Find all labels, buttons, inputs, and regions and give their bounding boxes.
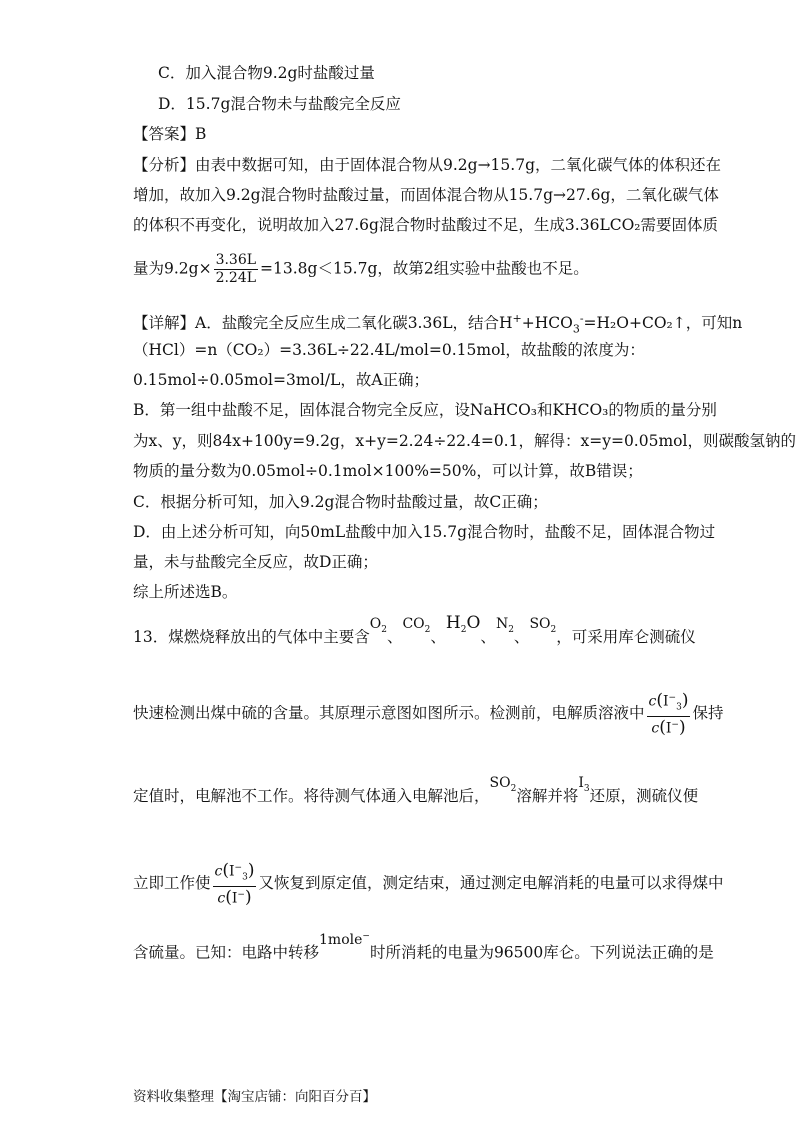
option-d: D．15.7g混合物未与盐酸完全反应: [158, 95, 401, 113]
question-text: 溶解并将: [516, 787, 579, 805]
analysis-line-4: [133, 252, 589, 287]
analysis-line-1: 【分析】由表中数据可知，由于固体混合物从9.2g→15.7g，二氧化碳气体的体积还在: [133, 156, 721, 174]
detail-line-8: D．由上述分析可知，向50mL盐酸中加入15.7g混合物时，盐酸不足，固体混合物过: [133, 523, 716, 541]
fraction-denominator: 2.24L: [215, 270, 257, 286]
detail-line-2: （HCl）=n（CO₂）=3.36L÷22.4L/mol=0.15mol，故盐酸的浓度为：: [133, 341, 645, 359]
gas-so2: $SO_2$: [529, 616, 557, 635]
option-c: C．加入混合物9.2g时盐酸过量: [158, 64, 375, 82]
question-13-line-2: [133, 690, 723, 738]
analysis-line-3: 的体积不再变化，说明故加入27.6g混合物时盐酸过不足，生成3.36LCO₂需要固体质: [133, 216, 719, 234]
detail-line-3: 0.15mol÷0.05mol=3mol/L，故A正确；: [133, 371, 430, 389]
detail-text: =H₂O+CO₂↑，可知n: [583, 314, 743, 333]
gas-co2: $CO_2$: [402, 616, 431, 635]
mole-electron: 1mole−: [319, 931, 370, 948]
question-text: 立即工作使: [133, 874, 211, 893]
detail-text: +HCO: [521, 314, 573, 333]
i3-formula: $I_3$: [578, 775, 590, 794]
question-text: 时所消耗的电量为96500库仑。下列说法正确的是: [369, 943, 714, 962]
detail-text: 【详解】A．盐酸完全反应生成二氧化碳3.36L，结合H: [133, 314, 513, 333]
analysis-line-2: 增加，故加入9.2g混合物时盐酸过量，而固体混合物从15.7g→27.6g，二氧化碳气体: [133, 186, 719, 204]
question-13-line-3: [133, 775, 699, 813]
gas-n2: $N_2$: [495, 616, 514, 635]
superscript: -: [579, 312, 584, 325]
iodine-ratio-fraction: $\frac{c(I^-_3)}{c(I^-)}$: [214, 860, 255, 909]
question-text: 又恢复到原定值，测定结束，通过测定电解消耗的电量可以求得煤中: [258, 874, 724, 893]
detail-line-7: C．根据分析可知，加入9.2g混合物时盐酸过量，故C正确；: [133, 493, 548, 511]
question-text: 含硫量。已知：电路中转移: [133, 943, 320, 962]
so2-formula: $SO_2$: [489, 775, 517, 794]
question-text: 13．煤燃烧释放出的气体中主要含: [133, 628, 370, 646]
question-text: ，可采用库仑测硫仪: [556, 628, 696, 646]
detail-line-9: 量，未与盐酸完全反应，故D正确；: [133, 553, 378, 571]
analysis-text: =13.8g＜15.7g，故第2组实验中盐酸也不足。: [260, 259, 589, 278]
question-text: 保持: [692, 704, 724, 723]
iodine-ratio-fraction: $\frac{c(I^-_3)}{c(I^-)}$: [648, 690, 689, 739]
answer-line: 【答案】B: [133, 125, 207, 143]
detail-line-6: 物质的量分数为0.05mol÷0.1mol×100%=50%，可以计算，故B错误；: [133, 462, 643, 480]
gas-o2: $O_2$: [369, 616, 387, 635]
question-text: 定值时，电解池不工作。将待测气体通入电解池后，: [133, 787, 490, 805]
question-13-line-1: 13．煤燃烧释放出的气体中主要含$O_2$、$CO_2$、$H_2O$、$N_2$、$SO_2$，可采用库仑测硫仪: [133, 613, 696, 646]
subscript: 3: [572, 322, 580, 336]
detail-line-4: B．第一组中盐酸不足，固体混合物完全反应，设NaHCO₃和KHCO₃的物质的量分别: [133, 401, 717, 419]
detail-line-1: [133, 309, 742, 339]
detail-line-5: 为x、y，则84x+100y=9.2g，x+y=2.24÷22.4=0.1，解得：x=y=0.05mol，则碳酸氢钠的: [133, 432, 796, 450]
question-13-line-5: [133, 931, 714, 964]
footer-source: 资料收集整理【淘宝店铺：向阳百分百】: [133, 1089, 376, 1105]
volume-fraction: [214, 252, 258, 287]
analysis-text: 量为9.2g×: [133, 259, 212, 278]
question-text: 还原，测硫仪便: [589, 787, 699, 805]
conclusion-line: 综上所述选B。: [133, 583, 238, 601]
gas-h2o: $H_2O$: [445, 613, 481, 635]
fraction-numerator: 3.36L: [215, 252, 257, 268]
superscript: +: [512, 312, 522, 325]
question-13-line-4: [133, 860, 723, 908]
question-text: 快速检测出煤中硫的含量。其原理示意图如图所示。检测前，电解质溶液中: [133, 704, 645, 723]
